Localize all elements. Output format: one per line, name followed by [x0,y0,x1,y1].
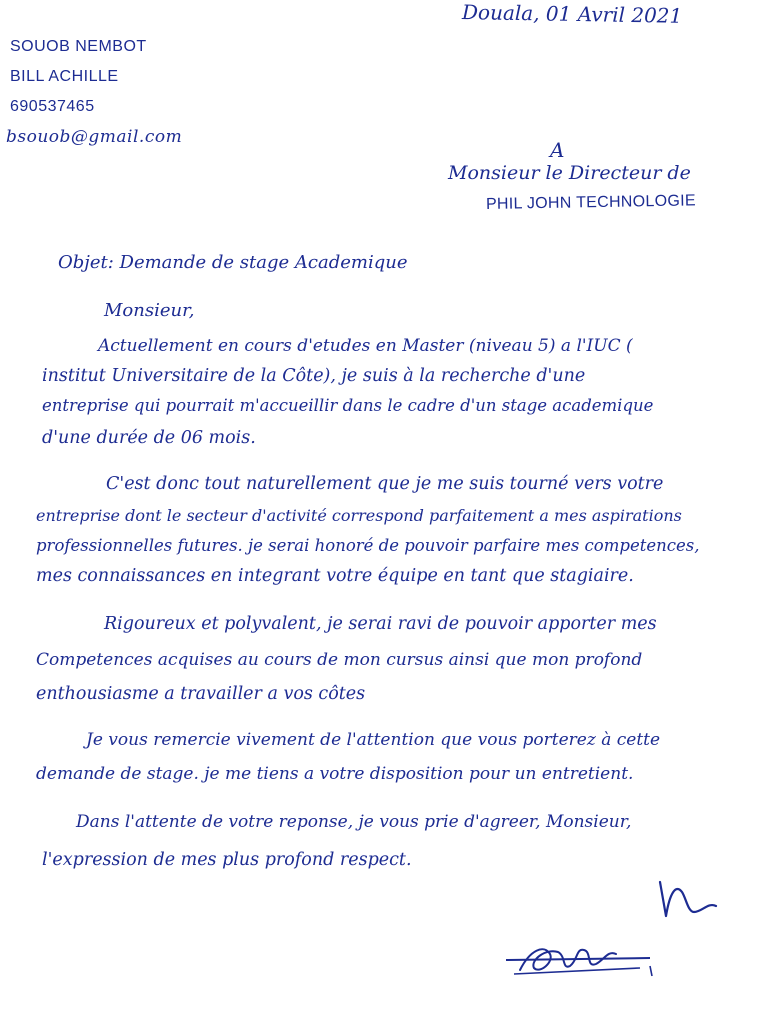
body-line: C'est donc tout naturellement que je me suis tourné vers votre [106,474,664,494]
body-line: d'une durée de 06 mois. [42,428,256,448]
body-line: Rigoureux et polyvalent, je serai ravi de pouvoir apporter mes [104,614,657,634]
signature [500,930,660,990]
body-line: Dans l'attente de votre reponse, je vous prie d'agreer, Monsieur, [76,812,632,832]
letter-salutation: Monsieur, [104,300,195,321]
body-line: Competences acquises au cours de mon cursus ainsi que mon profond [36,650,643,670]
recipient-to-mark: A [550,138,565,162]
sender-name-line1: SOUOB NEMBOT [10,38,147,55]
body-line: enthousiasme a travailler a vos côtes [36,684,366,704]
sender-name-line2: BILL ACHILLE [10,68,119,85]
initial-mark [652,872,722,922]
sender-email: bsouob@gmail.com [6,127,183,147]
sender-phone: 690537465 [10,98,95,115]
recipient-line2: PHIL JOHN TECHNOLOGIE [485,192,697,213]
body-line: entreprise qui pourrait m'accueillir dans le cadre d'un stage academique [42,396,654,415]
letter-date: Douala, 01 Avril 2021 [461,0,683,28]
body-line: Je vous remercie vivement de l'attention que vous porterez à cette [86,730,661,750]
body-line: entreprise dont le secteur d'activité correspond parfaitement a mes aspirations [36,506,682,525]
body-line: l'expression de mes plus profond respect. [42,850,412,870]
letter-object: Objet: Demande de stage Academique [58,252,408,273]
recipient-line1: Monsieur le Directeur de [448,162,691,184]
body-line: mes connaissances en integrant votre équipe en tant que stagiaire. [36,566,634,586]
body-line: Actuellement en cours d'etudes en Master (niveau 5) a l'IUC ( [98,336,633,356]
body-line: institut Universitaire de la Côte), je suis à la recherche d'une [42,366,586,386]
body-line: professionnelles futures. je serai honoré de pouvoir parfaire mes competences, [36,536,700,555]
body-line: demande de stage. je me tiens a votre disposition pour un entretient. [36,764,634,784]
sender-block [6,32,183,152]
